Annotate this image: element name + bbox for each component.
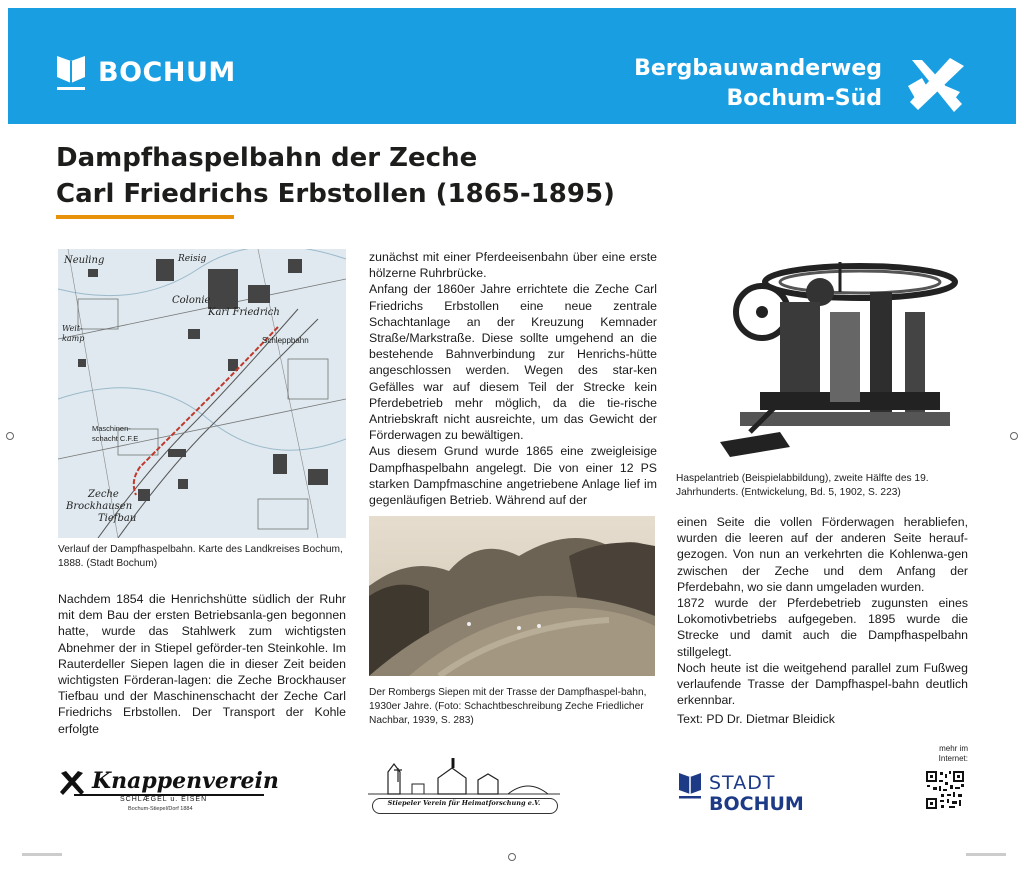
title-line2: Carl Friedrichs Erbstollen (1865-1895)	[56, 179, 615, 209]
stadt-bochum-label: BOCHUM	[709, 793, 804, 815]
city-name: BOCHUM	[98, 56, 236, 88]
heimatforschung-name: Stiepeler Verein für Heimatforschung e.V.	[387, 799, 541, 807]
qr-code-icon[interactable]	[925, 770, 965, 810]
knappenverein-motto: SCHLÆGEL u. EISEN	[120, 796, 208, 803]
stadt-bochum-book-icon	[677, 770, 703, 800]
bochum-brand	[54, 52, 236, 92]
map-drawing	[58, 249, 346, 538]
qr-label: mehr im Internet:	[938, 744, 968, 763]
machine-drawing	[720, 252, 960, 462]
title-accent-rule	[56, 215, 234, 219]
map-label-colonie: Colonie	[172, 295, 211, 306]
map-label-maschinenschacht-line1: Maschinen-	[92, 424, 131, 433]
registration-mark	[6, 432, 14, 440]
historic-photo	[369, 516, 655, 676]
text-column-3	[677, 514, 968, 708]
map-label-zeche-line1: Zeche	[88, 489, 119, 500]
map-label-maschinenschacht	[92, 424, 138, 443]
map-label-reisig: Reisig	[178, 254, 207, 264]
col3-paragraph-1: einen Seite die vollen Förderwagen herabliefen, wurden die leeren auf der anderen Seite herauf-gezogen. Von nun an verkehrten die Kohlenwa-gen zwischen der Zeche und dem Anfang der Pferdebahn, wo sie dann umgeladen wurden.	[677, 515, 968, 594]
col2-paragraph-2: Anfang der 1860er Jahre errichtete die Zeche Carl Friedrichs Erbstollen eine neue zentrale Schachtanlage an der Kreuzung Kemnader Straße/Markstraße. Diese sollte umgehend an die bestehende Bahnverbindung zur Henrichs-hütte angeschlossen werden. Wegen des star-ken Gefälles war auf diesem Teil der Strecke kein Pferdebetrieb mehr möglich, da die tie-rische Antriebskraft nicht ausreichte, um das Gewicht der Förderwagen zu bewältigen.	[369, 282, 657, 443]
haspel-machine-illustration	[720, 252, 960, 462]
heimatforschung-logo	[368, 758, 560, 814]
photo-caption: Der Rombergs Siepen mit der Trasse der Dampfhaspel-bahn, 1930er Jahre. (Foto: Schachtbeschreibung Zeche Friedlicher Nachbar, 1939, S. 283)	[369, 687, 647, 726]
map-label-karl-friedrich: Karl Friedrich	[208, 307, 280, 318]
knappenverein-logo	[58, 768, 279, 814]
machine-caption: Haspelantrieb (Beispielabbildung), zweite Hälfte des 19. Jahrhunderts. (Entwickelung, Bd. 5, 1902, S. 223)	[676, 473, 929, 498]
col2-paragraph-3: Aus diesem Grund wurde 1865 eine zweigleisige Dampfhaspelbahn angelegt. Die von einer 12 PS starken Dampfmaschine angetriebene Anlage lief im gegenläufigen Betrieb. Während auf der	[369, 444, 657, 508]
stadt-label: STADT	[709, 772, 776, 794]
title-line1: Dampfhaspelbahn der Zeche	[56, 143, 478, 173]
map-caption: Verlauf der Dampfhaspelbahn. Karte des Landkreises Bochum, 1888. (Stadt Bochum)	[58, 544, 343, 569]
hammer-and-pick-icon	[906, 56, 968, 114]
map-label-weitkamp-line2: kamp	[62, 334, 85, 343]
village-skyline-drawing	[368, 758, 560, 798]
header-banner	[8, 8, 1016, 124]
col3-paragraph-2: 1872 wurde der Pferdebetrieb zugunsten eines Lokomotivbetriebs aufgegeben. 1895 wurde die Strecke und damit auch die Dampfhaspelbahn stillgelegt.	[677, 596, 968, 659]
trail-title-line2: Bochum-Süd	[726, 86, 882, 111]
photo-drawing	[369, 516, 655, 676]
map-label-maschinenschacht-line2: schacht C.F.E	[92, 434, 139, 443]
print-slug-right	[966, 853, 1006, 856]
knappenverein-name: Knappenverein	[92, 768, 279, 794]
text-author-credit: Text: PD Dr. Dietmar Bleidick	[677, 712, 835, 726]
trail-title-line1: Bergbauwanderweg	[634, 56, 882, 81]
bochum-book-icon	[54, 52, 88, 92]
registration-mark	[508, 853, 516, 861]
knappenverein-subtitle: Bochum-Stiepel/Dorf 1884	[128, 806, 193, 812]
stadt-bochum-logo	[677, 768, 827, 818]
text-column-1	[58, 591, 346, 737]
map-label-neuling: Neuling	[64, 255, 105, 266]
map-label-schleppbahn: Schleppbahn	[262, 336, 309, 345]
crossed-hammers-icon	[58, 768, 86, 796]
map-label-zeche-line3: Tiefbau	[98, 513, 137, 524]
col1-paragraph: Nachdem 1854 die Henrichshütte südlich der Ruhr mit dem Bau der ersten Betriebsanla-gen begonnen hatte, wurde das Stahlwerk zum wichtigsten Abnehmer der in Stiepel geförder-ten Steinkohle. Im Rauterdeller Siepen lagen die in dieser Zeit beiden wichtigsten Förderan-lagen: die Zeche Brockhauser Tiefbau und der Maschinenschacht der Zeche Carl Friedrichs Erbstollen. Der Transport der Kohle erfolgte	[58, 592, 346, 736]
map-label-weitkamp-line1: Weit-	[62, 324, 83, 333]
page-title	[56, 140, 615, 212]
map-label-weitkamp	[62, 324, 85, 343]
col3-paragraph-3: Noch heute ist die weitgehend parallel zum Fußweg verlaufende Trasse der Dampfhaspel-bahn deutlich erkennbar.	[677, 660, 968, 708]
trail-title	[634, 54, 882, 114]
map-label-zeche-line2: Brockhausen	[66, 501, 133, 512]
text-column-2	[369, 249, 657, 508]
historic-map	[58, 249, 346, 538]
registration-mark	[1010, 432, 1018, 440]
print-slug-left	[22, 853, 62, 856]
col2-paragraph-1: zunächst mit einer Pferdeeisenbahn über eine erste hölzerne Ruhrbrücke.	[369, 250, 657, 281]
